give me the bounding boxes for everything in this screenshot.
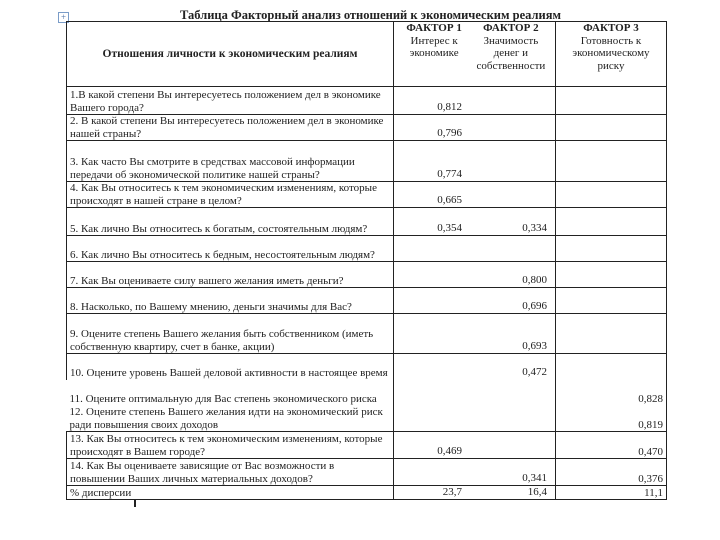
question-cell: 4. Как Вы относитесь к тем экономическим изменениям, которые происходят в нашей стране в целом?: [67, 182, 394, 208]
question-cell: 14. Как Вы оцениваете зависящие от Вас возможности в повышении Ваших личных материальных доходов?: [67, 459, 394, 486]
factor-2-loading: 0,341: [522, 471, 547, 484]
question-column-header: Отношения личности к экономическим реалиям: [67, 22, 394, 87]
factor-1-2-cell: [394, 380, 556, 406]
table-row: [67, 314, 667, 354]
table-row: [67, 141, 667, 182]
factor-1-2-cell: [394, 182, 556, 208]
factor-1-2-cell: [394, 208, 556, 236]
factor-1-2-cell: [394, 432, 556, 459]
factor-1-loading: 0,812: [437, 100, 462, 113]
factor-3-loading: [556, 236, 667, 262]
factor-1-loading: 0,774: [437, 167, 462, 180]
text-cursor: [134, 499, 136, 507]
question-cell: 13. Как Вы относитесь к тем экономическим изменениям, которые происходят в Вашем городе?: [67, 432, 394, 459]
factor-1-2-cell: [394, 354, 556, 380]
factor-3-loading: [556, 141, 667, 182]
factor-3-loading: 0,819: [556, 406, 667, 432]
factor-2-loading: 0,472: [522, 366, 547, 378]
factor-3-loading: 0,470: [556, 432, 667, 459]
question-cell: 7. Как Вы оцениваете силу вашего желания иметь деньги?: [67, 262, 394, 288]
factor-1-header: ФАКТОР 1 Интерес к экономике: [406, 22, 462, 59]
factor-1-loading: 0,665: [437, 193, 462, 206]
factor-3-header: ФАКТОР 3 Готовность к экономическому риску: [556, 22, 667, 87]
question-cell: 10. Оцените уровень Вашей деловой активности в настоящее время: [67, 354, 394, 380]
factor-2-loading: 0,696: [522, 299, 547, 312]
question-cell: 2. В какой степени Вы интересуетесь положением дел в экономике нашей страны?: [67, 115, 394, 141]
table-title: Таблица Факторный анализ отношений к экономическим реалиям: [180, 8, 561, 22]
question-cell: 5. Как лично Вы относитесь к богатым, состоятельным людям?: [67, 208, 394, 236]
factor-1-2-header: [394, 22, 556, 87]
factor-3-loading: [556, 208, 667, 236]
factor-analysis-table: [66, 21, 667, 500]
factor-1-2-cell: [394, 87, 556, 115]
factor-2-loading: 0,334: [522, 221, 547, 234]
header-row: [67, 22, 667, 87]
question-cell: 3. Как часто Вы смотрите в средствах массовой информации передачи об экономической политике нашей страны?: [67, 141, 394, 182]
factor-3-loading: [556, 115, 667, 141]
factor-1-2-cell: [394, 141, 556, 182]
table-row: [67, 486, 667, 500]
table-row: [67, 406, 667, 432]
factor-3-loading: [556, 354, 667, 380]
table-row: [67, 115, 667, 141]
table-row: [67, 236, 667, 262]
factor-3-loading: [556, 288, 667, 314]
question-cell: 6. Как лично Вы относитесь к бедным, несостоятельным людям?: [67, 236, 394, 262]
factor-1-2-cell: [394, 486, 556, 500]
table-row: [67, 288, 667, 314]
factor-1-loading: 0,469: [437, 444, 462, 457]
question-cell: % дисперсии: [67, 486, 394, 500]
factor-2-loading: 0,693: [522, 339, 547, 352]
table-row: [67, 459, 667, 486]
factor-1-2-cell: [394, 459, 556, 486]
table-row: [67, 432, 667, 459]
factor-3-loading: [556, 87, 667, 115]
question-cell: 9. Оцените степень Вашего желания быть собственником (иметь собственную квартиру, счет в банке, акции): [67, 314, 394, 354]
factor-1-loading: 23,7: [442, 485, 462, 498]
question-cell: 1.В какой степени Вы интересуетесь положением дел в экономике Вашего города?: [67, 87, 394, 115]
table-row: [67, 262, 667, 288]
factor-2-loading: 16,4: [527, 485, 547, 498]
table-row: [67, 208, 667, 236]
factor-3-loading: 0,828: [556, 380, 667, 406]
factor-2-loading: 0,800: [522, 273, 547, 286]
factor-2-header: ФАКТОР 2 Значимость денег и собственности: [476, 22, 546, 72]
factor-3-loading: [556, 314, 667, 354]
factor-3-loading: 11,1: [556, 486, 667, 500]
question-cell: 12. Оцените степень Вашего желания идти на экономический риск ради повышения своих доходов: [67, 406, 394, 432]
table-move-handle-icon[interactable]: +: [58, 12, 69, 23]
table-row: [67, 182, 667, 208]
table-row: [67, 354, 667, 380]
factor-1-2-cell: [394, 406, 556, 432]
factor-1-loading: 0,354: [437, 221, 462, 234]
question-cell: 8. Насколько, по Вашему мнению, деньги значимы для Вас?: [67, 288, 394, 314]
factor-3-loading: [556, 262, 667, 288]
factor-1-2-cell: [394, 288, 556, 314]
factor-1-loading: 0,796: [437, 126, 462, 139]
factor-1-2-cell: [394, 262, 556, 288]
factor-1-2-cell: [394, 236, 556, 262]
factor-3-loading: 0,376: [556, 459, 667, 486]
table-row: [67, 87, 667, 115]
factor-1-2-cell: [394, 314, 556, 354]
factor-1-2-cell: [394, 115, 556, 141]
factor-3-loading: [556, 182, 667, 208]
question-cell: 11. Оцените оптимальную для Вас степень экономического риска: [67, 380, 394, 406]
table-row: [67, 380, 667, 406]
